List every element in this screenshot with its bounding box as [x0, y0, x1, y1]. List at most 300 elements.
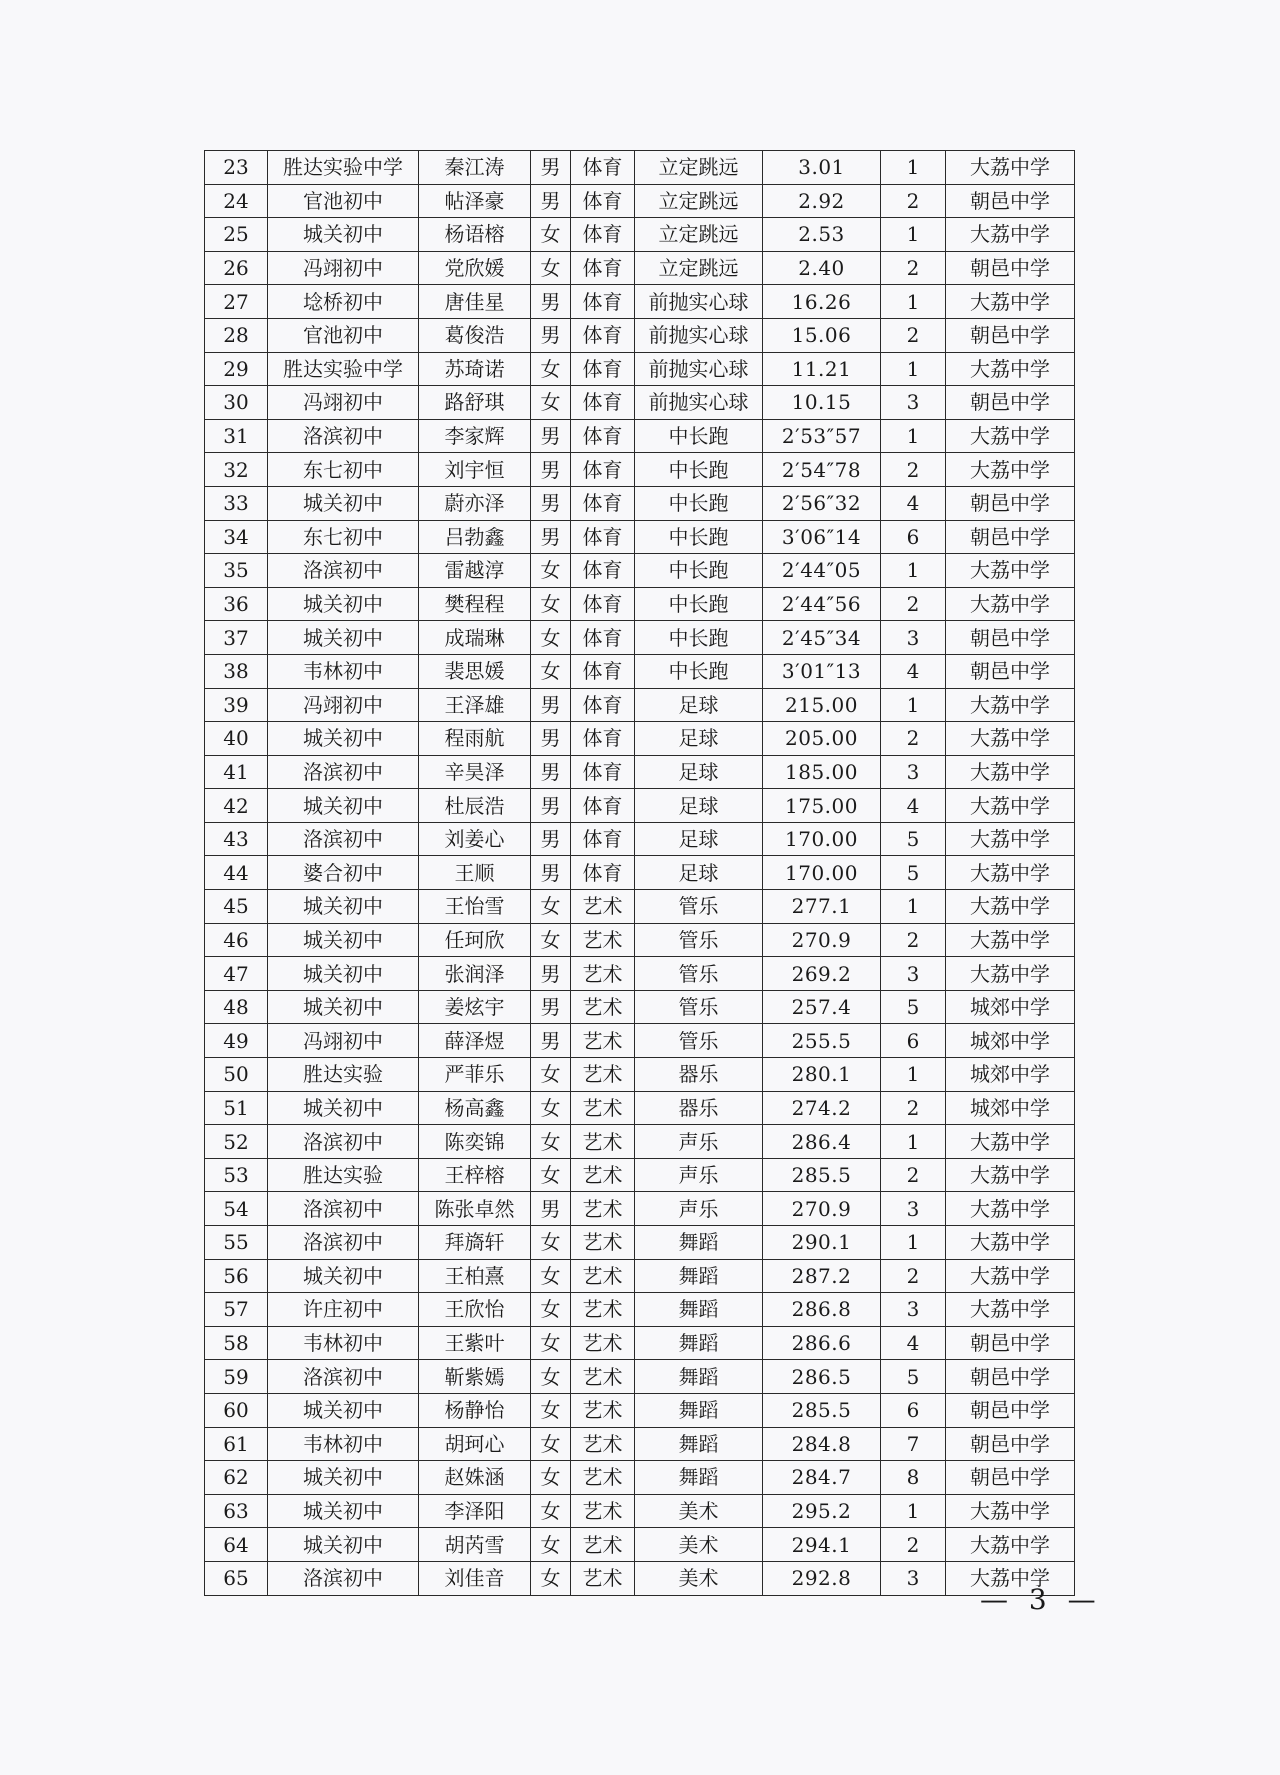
row-number: 61 — [205, 1427, 268, 1461]
student-name-cell: 刘佳音 — [419, 1561, 531, 1595]
row-number: 26 — [205, 251, 268, 285]
result-cell: 284.8 — [763, 1427, 881, 1461]
gender-cell: 男 — [531, 755, 571, 789]
row-number: 42 — [205, 789, 268, 823]
gender-cell: 女 — [531, 1158, 571, 1192]
gender-cell: 女 — [531, 890, 571, 924]
category-cell: 体育 — [571, 419, 635, 453]
result-cell: 284.7 — [763, 1461, 881, 1495]
gender-cell: 女 — [531, 352, 571, 386]
table-row — [205, 218, 1075, 252]
school-cell: 洛滨初中 — [268, 419, 419, 453]
school-cell: 城关初中 — [268, 923, 419, 957]
row-number: 64 — [205, 1528, 268, 1562]
row-number: 41 — [205, 755, 268, 789]
category-cell: 体育 — [571, 621, 635, 655]
admitted-school-cell: 城郊中学 — [946, 1091, 1075, 1125]
gender-cell: 男 — [531, 1192, 571, 1226]
admitted-school-cell: 大荔中学 — [946, 1528, 1075, 1562]
gender-cell: 女 — [531, 1393, 571, 1427]
result-cell: 286.6 — [763, 1326, 881, 1360]
school-cell: 洛滨初中 — [268, 822, 419, 856]
category-cell: 体育 — [571, 755, 635, 789]
event-cell: 立定跳远 — [635, 251, 763, 285]
student-name-cell: 王怡雪 — [419, 890, 531, 924]
student-name-cell: 杨语榕 — [419, 218, 531, 252]
rank-cell: 1 — [881, 688, 946, 722]
student-name-cell: 秦江涛 — [419, 151, 531, 185]
gender-cell: 女 — [531, 923, 571, 957]
rank-cell: 1 — [881, 1125, 946, 1159]
school-cell: 埝桥初中 — [268, 285, 419, 319]
rank-cell: 3 — [881, 621, 946, 655]
category-cell: 艺术 — [571, 1427, 635, 1461]
gender-cell: 男 — [531, 1024, 571, 1058]
student-roster-table — [204, 150, 1075, 1596]
category-cell: 体育 — [571, 654, 635, 688]
category-cell: 体育 — [571, 386, 635, 420]
table-row — [205, 1461, 1075, 1495]
event-cell: 舞蹈 — [635, 1360, 763, 1394]
event-cell: 管乐 — [635, 990, 763, 1024]
school-cell: 城关初中 — [268, 1494, 419, 1528]
admitted-school-cell: 朝邑中学 — [946, 1393, 1075, 1427]
school-cell: 东七初中 — [268, 520, 419, 554]
student-name-cell: 杨高鑫 — [419, 1091, 531, 1125]
table-row — [205, 654, 1075, 688]
student-name-cell: 刘宇恒 — [419, 453, 531, 487]
category-cell: 体育 — [571, 218, 635, 252]
category-cell: 艺术 — [571, 1494, 635, 1528]
row-number: 36 — [205, 587, 268, 621]
admitted-school-cell: 大荔中学 — [946, 957, 1075, 991]
rank-cell: 6 — [881, 1393, 946, 1427]
category-cell: 艺术 — [571, 1125, 635, 1159]
category-cell: 艺术 — [571, 1192, 635, 1226]
admitted-school-cell: 朝邑中学 — [946, 318, 1075, 352]
category-cell: 艺术 — [571, 1528, 635, 1562]
result-cell: 2.92 — [763, 184, 881, 218]
student-name-cell: 张润泽 — [419, 957, 531, 991]
student-name-cell: 任珂欣 — [419, 923, 531, 957]
row-number: 24 — [205, 184, 268, 218]
category-cell: 艺术 — [571, 990, 635, 1024]
rank-cell: 3 — [881, 1561, 946, 1595]
gender-cell: 女 — [531, 1259, 571, 1293]
event-cell: 前抛实心球 — [635, 285, 763, 319]
admitted-school-cell: 大荔中学 — [946, 822, 1075, 856]
student-name-cell: 刘姜心 — [419, 822, 531, 856]
student-name-cell: 裴思媛 — [419, 654, 531, 688]
school-cell: 韦林初中 — [268, 1326, 419, 1360]
row-number: 50 — [205, 1058, 268, 1092]
rank-cell: 5 — [881, 856, 946, 890]
admitted-school-cell: 大荔中学 — [946, 755, 1075, 789]
rank-cell: 4 — [881, 486, 946, 520]
row-number: 56 — [205, 1259, 268, 1293]
result-cell: 170.00 — [763, 856, 881, 890]
category-cell: 体育 — [571, 352, 635, 386]
admitted-school-cell: 朝邑中学 — [946, 1326, 1075, 1360]
gender-cell: 女 — [531, 1293, 571, 1327]
gender-cell: 女 — [531, 587, 571, 621]
rank-cell: 2 — [881, 587, 946, 621]
category-cell: 艺术 — [571, 1058, 635, 1092]
gender-cell: 男 — [531, 722, 571, 756]
admitted-school-cell: 大荔中学 — [946, 1494, 1075, 1528]
result-cell: 2′44″05 — [763, 554, 881, 588]
gender-cell: 男 — [531, 184, 571, 218]
category-cell: 艺术 — [571, 1226, 635, 1260]
result-cell: 2′53″57 — [763, 419, 881, 453]
school-cell: 城关初中 — [268, 957, 419, 991]
admitted-school-cell: 大荔中学 — [946, 1293, 1075, 1327]
result-cell: 274.2 — [763, 1091, 881, 1125]
rank-cell: 7 — [881, 1427, 946, 1461]
school-cell: 城关初中 — [268, 218, 419, 252]
event-cell: 声乐 — [635, 1192, 763, 1226]
admitted-school-cell: 大荔中学 — [946, 554, 1075, 588]
table-row — [205, 352, 1075, 386]
row-number: 49 — [205, 1024, 268, 1058]
rank-cell: 2 — [881, 184, 946, 218]
admitted-school-cell: 朝邑中学 — [946, 1360, 1075, 1394]
row-number: 58 — [205, 1326, 268, 1360]
admitted-school-cell: 大荔中学 — [946, 285, 1075, 319]
gender-cell: 男 — [531, 285, 571, 319]
row-number: 54 — [205, 1192, 268, 1226]
rank-cell: 2 — [881, 1158, 946, 1192]
event-cell: 前抛实心球 — [635, 386, 763, 420]
result-cell: 270.9 — [763, 1192, 881, 1226]
row-number: 60 — [205, 1393, 268, 1427]
table-row — [205, 1494, 1075, 1528]
admitted-school-cell: 大荔中学 — [946, 1561, 1075, 1595]
student-name-cell: 杨静怡 — [419, 1393, 531, 1427]
table-row — [205, 890, 1075, 924]
event-cell: 舞蹈 — [635, 1226, 763, 1260]
student-name-cell: 吕勃鑫 — [419, 520, 531, 554]
admitted-school-cell: 城郊中学 — [946, 1058, 1075, 1092]
event-cell: 器乐 — [635, 1091, 763, 1125]
row-number: 48 — [205, 990, 268, 1024]
student-name-cell: 严菲乐 — [419, 1058, 531, 1092]
admitted-school-cell: 朝邑中学 — [946, 1427, 1075, 1461]
result-cell: 2.40 — [763, 251, 881, 285]
event-cell: 中长跑 — [635, 520, 763, 554]
result-cell: 170.00 — [763, 822, 881, 856]
category-cell: 艺术 — [571, 923, 635, 957]
admitted-school-cell: 朝邑中学 — [946, 184, 1075, 218]
school-cell: 洛滨初中 — [268, 1360, 419, 1394]
rank-cell: 1 — [881, 218, 946, 252]
table-row — [205, 688, 1075, 722]
category-cell: 体育 — [571, 151, 635, 185]
school-cell: 许庄初中 — [268, 1293, 419, 1327]
result-cell: 16.26 — [763, 285, 881, 319]
student-name-cell: 靳紫嫣 — [419, 1360, 531, 1394]
student-name-cell: 王柏熹 — [419, 1259, 531, 1293]
category-cell: 艺术 — [571, 957, 635, 991]
gender-cell: 男 — [531, 486, 571, 520]
result-cell: 290.1 — [763, 1226, 881, 1260]
student-name-cell: 雷越淳 — [419, 554, 531, 588]
event-cell: 舞蹈 — [635, 1427, 763, 1461]
event-cell: 足球 — [635, 722, 763, 756]
student-name-cell: 樊程程 — [419, 587, 531, 621]
result-cell: 11.21 — [763, 352, 881, 386]
student-name-cell: 李家辉 — [419, 419, 531, 453]
table-row — [205, 1528, 1075, 1562]
student-name-cell: 陈张卓然 — [419, 1192, 531, 1226]
row-number: 34 — [205, 520, 268, 554]
result-cell: 285.5 — [763, 1393, 881, 1427]
school-cell: 城关初中 — [268, 789, 419, 823]
gender-cell: 男 — [531, 453, 571, 487]
gender-cell: 女 — [531, 554, 571, 588]
school-cell: 胜达实验中学 — [268, 151, 419, 185]
category-cell: 体育 — [571, 486, 635, 520]
row-number: 31 — [205, 419, 268, 453]
event-cell: 中长跑 — [635, 654, 763, 688]
admitted-school-cell: 大荔中学 — [946, 587, 1075, 621]
table-row — [205, 1226, 1075, 1260]
result-cell: 286.4 — [763, 1125, 881, 1159]
gender-cell: 女 — [531, 654, 571, 688]
event-cell: 中长跑 — [635, 419, 763, 453]
gender-cell: 女 — [531, 1125, 571, 1159]
admitted-school-cell: 大荔中学 — [946, 453, 1075, 487]
result-cell: 2′45″34 — [763, 621, 881, 655]
admitted-school-cell: 大荔中学 — [946, 789, 1075, 823]
admitted-school-cell: 城郊中学 — [946, 990, 1075, 1024]
admitted-school-cell: 朝邑中学 — [946, 386, 1075, 420]
category-cell: 艺术 — [571, 1259, 635, 1293]
table-row — [205, 520, 1075, 554]
event-cell: 管乐 — [635, 957, 763, 991]
rank-cell: 3 — [881, 755, 946, 789]
event-cell: 声乐 — [635, 1158, 763, 1192]
gender-cell: 女 — [531, 1326, 571, 1360]
category-cell: 艺术 — [571, 890, 635, 924]
admitted-school-cell: 大荔中学 — [946, 352, 1075, 386]
table-row — [205, 1091, 1075, 1125]
table-row — [205, 923, 1075, 957]
gender-cell: 男 — [531, 151, 571, 185]
table-row — [205, 285, 1075, 319]
category-cell: 艺术 — [571, 1024, 635, 1058]
school-cell: 韦林初中 — [268, 654, 419, 688]
row-number: 37 — [205, 621, 268, 655]
table-row — [205, 856, 1075, 890]
gender-cell: 女 — [531, 1528, 571, 1562]
row-number: 53 — [205, 1158, 268, 1192]
result-cell: 175.00 — [763, 789, 881, 823]
gender-cell: 女 — [531, 218, 571, 252]
table-row — [205, 554, 1075, 588]
rank-cell: 4 — [881, 1326, 946, 1360]
student-name-cell: 胡芮雪 — [419, 1528, 531, 1562]
result-cell: 2′56″32 — [763, 486, 881, 520]
school-cell: 洛滨初中 — [268, 755, 419, 789]
result-cell: 286.5 — [763, 1360, 881, 1394]
gender-cell: 男 — [531, 822, 571, 856]
rank-cell: 1 — [881, 890, 946, 924]
gender-cell: 女 — [531, 251, 571, 285]
result-cell: 215.00 — [763, 688, 881, 722]
rank-cell: 2 — [881, 1091, 946, 1125]
school-cell: 城关初中 — [268, 722, 419, 756]
table-row — [205, 1393, 1075, 1427]
roster-body — [205, 151, 1075, 1596]
row-number: 63 — [205, 1494, 268, 1528]
row-number: 57 — [205, 1293, 268, 1327]
admitted-school-cell: 朝邑中学 — [946, 251, 1075, 285]
rank-cell: 5 — [881, 990, 946, 1024]
admitted-school-cell: 大荔中学 — [946, 856, 1075, 890]
rank-cell: 1 — [881, 1058, 946, 1092]
row-number: 39 — [205, 688, 268, 722]
category-cell: 体育 — [571, 520, 635, 554]
table-row — [205, 1259, 1075, 1293]
student-name-cell: 程雨航 — [419, 722, 531, 756]
admitted-school-cell: 大荔中学 — [946, 419, 1075, 453]
table-row — [205, 1326, 1075, 1360]
table-row — [205, 822, 1075, 856]
student-name-cell: 党欣媛 — [419, 251, 531, 285]
student-name-cell: 薛泽煜 — [419, 1024, 531, 1058]
row-number: 51 — [205, 1091, 268, 1125]
result-cell: 285.5 — [763, 1158, 881, 1192]
category-cell: 体育 — [571, 251, 635, 285]
gender-cell: 女 — [531, 1561, 571, 1595]
event-cell: 管乐 — [635, 923, 763, 957]
rank-cell: 2 — [881, 923, 946, 957]
gender-cell: 男 — [531, 990, 571, 1024]
table-row — [205, 1024, 1075, 1058]
school-cell: 城关初中 — [268, 1259, 419, 1293]
student-name-cell: 王紫叶 — [419, 1326, 531, 1360]
student-name-cell: 成瑞琳 — [419, 621, 531, 655]
result-cell: 205.00 — [763, 722, 881, 756]
admitted-school-cell: 朝邑中学 — [946, 654, 1075, 688]
school-cell: 胜达实验 — [268, 1158, 419, 1192]
result-cell: 277.1 — [763, 890, 881, 924]
event-cell: 美术 — [635, 1561, 763, 1595]
student-name-cell: 唐佳星 — [419, 285, 531, 319]
category-cell: 体育 — [571, 554, 635, 588]
result-cell: 257.4 — [763, 990, 881, 1024]
admitted-school-cell: 大荔中学 — [946, 923, 1075, 957]
table-row — [205, 184, 1075, 218]
admitted-school-cell: 朝邑中学 — [946, 520, 1075, 554]
school-cell: 冯翊初中 — [268, 1024, 419, 1058]
student-name-cell: 陈奕锦 — [419, 1125, 531, 1159]
result-cell: 255.5 — [763, 1024, 881, 1058]
table-row — [205, 755, 1075, 789]
rank-cell: 2 — [881, 722, 946, 756]
event-cell: 舞蹈 — [635, 1393, 763, 1427]
row-number: 46 — [205, 923, 268, 957]
table-row — [205, 1293, 1075, 1327]
rank-cell: 1 — [881, 352, 946, 386]
gender-cell: 男 — [531, 419, 571, 453]
rank-cell: 3 — [881, 386, 946, 420]
row-number: 27 — [205, 285, 268, 319]
rank-cell: 2 — [881, 251, 946, 285]
rank-cell: 6 — [881, 520, 946, 554]
student-name-cell: 王梓榕 — [419, 1158, 531, 1192]
row-number: 44 — [205, 856, 268, 890]
rank-cell: 2 — [881, 1528, 946, 1562]
category-cell: 体育 — [571, 856, 635, 890]
row-number: 38 — [205, 654, 268, 688]
event-cell: 管乐 — [635, 1024, 763, 1058]
table-row — [205, 722, 1075, 756]
table-row — [205, 486, 1075, 520]
event-cell: 足球 — [635, 789, 763, 823]
event-cell: 立定跳远 — [635, 184, 763, 218]
table-row — [205, 151, 1075, 185]
student-name-cell: 姜炫宇 — [419, 990, 531, 1024]
school-cell: 冯翊初中 — [268, 688, 419, 722]
category-cell: 艺术 — [571, 1360, 635, 1394]
row-number: 52 — [205, 1125, 268, 1159]
student-name-cell: 李泽阳 — [419, 1494, 531, 1528]
rank-cell: 3 — [881, 1192, 946, 1226]
event-cell: 足球 — [635, 688, 763, 722]
school-cell: 城关初中 — [268, 990, 419, 1024]
category-cell: 艺术 — [571, 1293, 635, 1327]
rank-cell: 1 — [881, 419, 946, 453]
student-name-cell: 王欣怡 — [419, 1293, 531, 1327]
category-cell: 体育 — [571, 789, 635, 823]
school-cell: 冯翊初中 — [268, 251, 419, 285]
rank-cell: 1 — [881, 554, 946, 588]
school-cell: 城关初中 — [268, 1461, 419, 1495]
table-row — [205, 251, 1075, 285]
school-cell: 洛滨初中 — [268, 1561, 419, 1595]
rank-cell: 5 — [881, 822, 946, 856]
admitted-school-cell: 城郊中学 — [946, 1024, 1075, 1058]
school-cell: 胜达实验中学 — [268, 352, 419, 386]
school-cell: 城关初中 — [268, 1393, 419, 1427]
gender-cell: 女 — [531, 1427, 571, 1461]
gender-cell: 女 — [531, 1461, 571, 1495]
table-row — [205, 990, 1075, 1024]
gender-cell: 男 — [531, 789, 571, 823]
event-cell: 前抛实心球 — [635, 318, 763, 352]
school-cell: 洛滨初中 — [268, 554, 419, 588]
table-row — [205, 957, 1075, 991]
rank-cell: 6 — [881, 1024, 946, 1058]
category-cell: 体育 — [571, 318, 635, 352]
row-number: 29 — [205, 352, 268, 386]
result-cell: 3.01 — [763, 151, 881, 185]
event-cell: 舞蹈 — [635, 1293, 763, 1327]
rank-cell: 1 — [881, 1494, 946, 1528]
gender-cell: 男 — [531, 688, 571, 722]
school-cell: 城关初中 — [268, 486, 419, 520]
event-cell: 中长跑 — [635, 453, 763, 487]
event-cell: 声乐 — [635, 1125, 763, 1159]
school-cell: 城关初中 — [268, 1528, 419, 1562]
student-name-cell: 苏琦诺 — [419, 352, 531, 386]
row-number: 33 — [205, 486, 268, 520]
row-number: 47 — [205, 957, 268, 991]
category-cell: 体育 — [571, 453, 635, 487]
event-cell: 前抛实心球 — [635, 352, 763, 386]
